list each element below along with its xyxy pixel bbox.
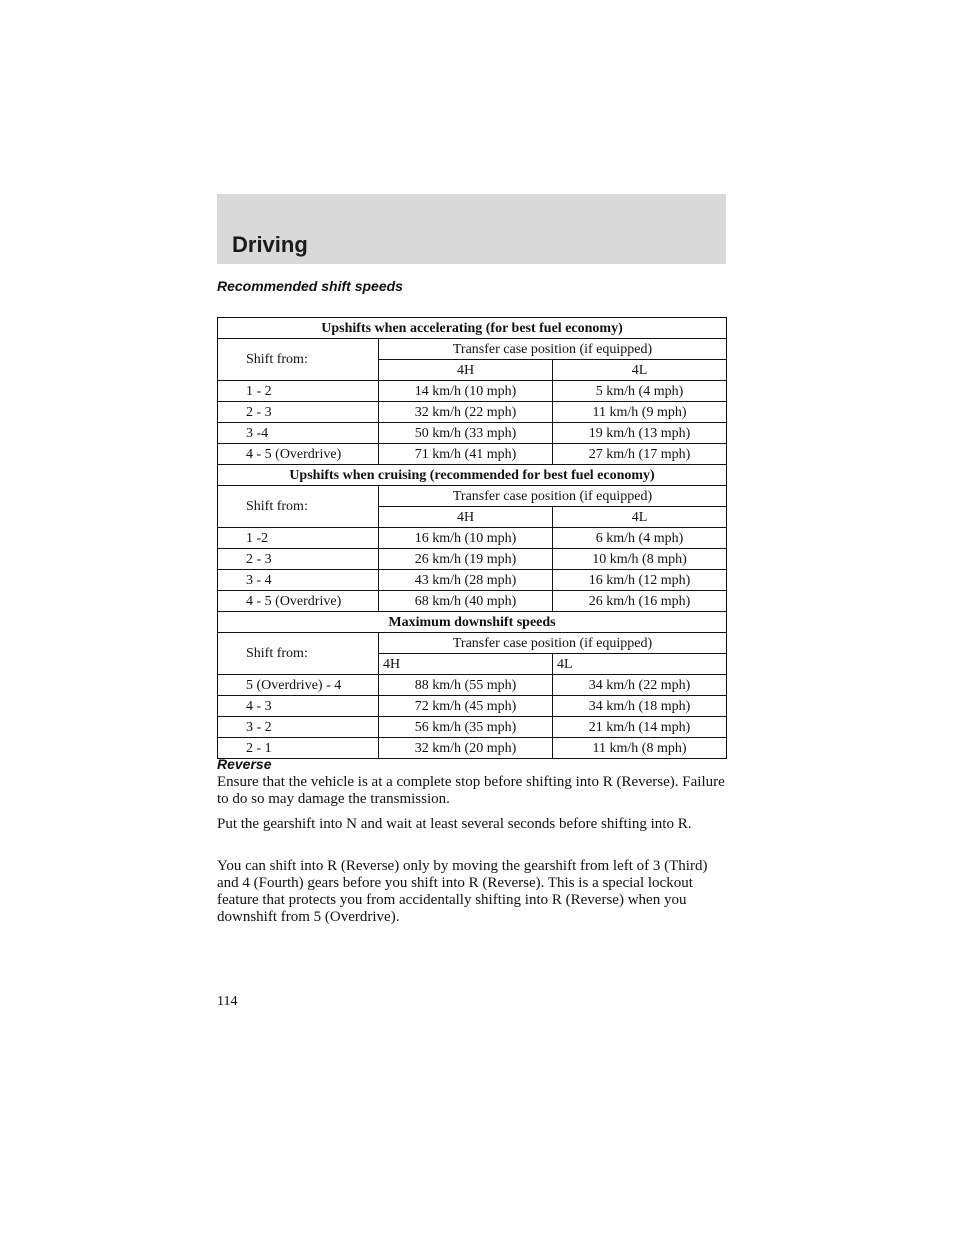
table-section-header: [218, 465, 727, 486]
col-4l-label: 4L: [553, 507, 727, 528]
table-row: [218, 381, 727, 402]
table-row: [218, 717, 727, 738]
table-row: [218, 423, 727, 444]
transfer-case-label: Transfer case position (if equipped): [379, 633, 727, 654]
speed-4l-cell: 5 km/h (4 mph): [553, 381, 727, 402]
shift-cell: 5 (Overdrive) - 4: [218, 675, 379, 696]
speed-4l-cell: 27 km/h (17 mph): [553, 444, 727, 465]
col-4l-label: 4L: [553, 654, 727, 675]
speed-4l-cell: 11 km/h (8 mph): [553, 738, 727, 759]
speed-4l-cell: 16 km/h (12 mph): [553, 570, 727, 591]
shift-cell: 4 - 3: [218, 696, 379, 717]
col-4h-label: 4H: [379, 360, 553, 381]
speed-4h-cell: 56 km/h (35 mph): [379, 717, 553, 738]
section-title: Recommended shift speeds: [217, 278, 403, 294]
reverse-paragraph: Put the gearshift into N and wait at least several seconds before shifting into R.: [217, 816, 692, 832]
speed-4l-cell: 34 km/h (18 mph): [553, 696, 727, 717]
col-4h-label: 4H: [379, 654, 553, 675]
shift-cell: 1 -2: [218, 528, 379, 549]
speed-4l-cell: 6 km/h (4 mph): [553, 528, 727, 549]
table-row: [218, 528, 727, 549]
section-title-cell: Maximum downshift speeds: [218, 612, 727, 633]
section-title-cell: Upshifts when cruising (recommended for best fuel economy): [218, 465, 727, 486]
shift-cell: 3 - 2: [218, 717, 379, 738]
speed-4l-cell: 10 km/h (8 mph): [553, 549, 727, 570]
speed-4l-cell: 19 km/h (13 mph): [553, 423, 727, 444]
table-section-header: [218, 318, 727, 339]
shift-cell: 3 - 4: [218, 570, 379, 591]
shift-from-label: Shift from:: [218, 339, 379, 381]
table-row: [218, 570, 727, 591]
speed-4h-cell: 71 km/h (41 mph): [379, 444, 553, 465]
reverse-paragraph: Ensure that the vehicle is at a complete stop before shifting into R (Reverse). Failure to do so may damage the transmission.: [217, 774, 725, 807]
table-row: [218, 696, 727, 717]
shift-from-label: Shift from:: [218, 486, 379, 528]
section-title-cell: Upshifts when accelerating (for best fuel economy): [218, 318, 727, 339]
table-row: [218, 402, 727, 423]
chapter-title: Driving: [232, 232, 308, 257]
speed-4l-cell: 26 km/h (16 mph): [553, 591, 727, 612]
shift-cell: 2 - 3: [218, 402, 379, 423]
shift-speeds-table: [217, 317, 727, 759]
table-subheader: [218, 486, 727, 507]
speed-4l-cell: 34 km/h (22 mph): [553, 675, 727, 696]
speed-4l-cell: 11 km/h (9 mph): [553, 402, 727, 423]
shift-cell: 1 - 2: [218, 381, 379, 402]
table-row: [218, 591, 727, 612]
col-4h-label: 4H: [379, 507, 553, 528]
speed-4h-cell: 14 km/h (10 mph): [379, 381, 553, 402]
transfer-case-label: Transfer case position (if equipped): [379, 486, 727, 507]
speed-4h-cell: 32 km/h (22 mph): [379, 402, 553, 423]
table-row: [218, 444, 727, 465]
reverse-paragraph: You can shift into R (Reverse) only by moving the gearshift from left of 3 (Third) and 4 (Fourth) gears before you shift into R (Reverse). This is a special lockout feature that protects you from accidentally shifting into R (Reverse) when you downshift from 5 (Overdrive).: [217, 858, 708, 925]
speed-4h-cell: 72 km/h (45 mph): [379, 696, 553, 717]
table-row: [218, 549, 727, 570]
shift-from-label: Shift from:: [218, 633, 379, 675]
page-number: 114: [217, 994, 238, 1009]
speed-4l-cell: 21 km/h (14 mph): [553, 717, 727, 738]
col-4l-label: 4L: [553, 360, 727, 381]
table-row: [218, 738, 727, 759]
speed-4h-cell: 16 km/h (10 mph): [379, 528, 553, 549]
speed-4h-cell: 68 km/h (40 mph): [379, 591, 553, 612]
speed-4h-cell: 88 km/h (55 mph): [379, 675, 553, 696]
table-section-header: [218, 612, 727, 633]
shift-cell: 2 - 1: [218, 738, 379, 759]
speed-4h-cell: 32 km/h (20 mph): [379, 738, 553, 759]
transfer-case-label: Transfer case position (if equipped): [379, 339, 727, 360]
table-subheader: [218, 633, 727, 654]
speed-4h-cell: 43 km/h (28 mph): [379, 570, 553, 591]
shift-cell: 2 - 3: [218, 549, 379, 570]
shift-cell: 4 - 5 (Overdrive): [218, 591, 379, 612]
reverse-heading: Reverse: [217, 756, 272, 772]
speed-4h-cell: 26 km/h (19 mph): [379, 549, 553, 570]
shift-cell: 4 - 5 (Overdrive): [218, 444, 379, 465]
shift-cell: 3 -4: [218, 423, 379, 444]
table-subheader: [218, 339, 727, 360]
table-row: [218, 675, 727, 696]
speed-4h-cell: 50 km/h (33 mph): [379, 423, 553, 444]
